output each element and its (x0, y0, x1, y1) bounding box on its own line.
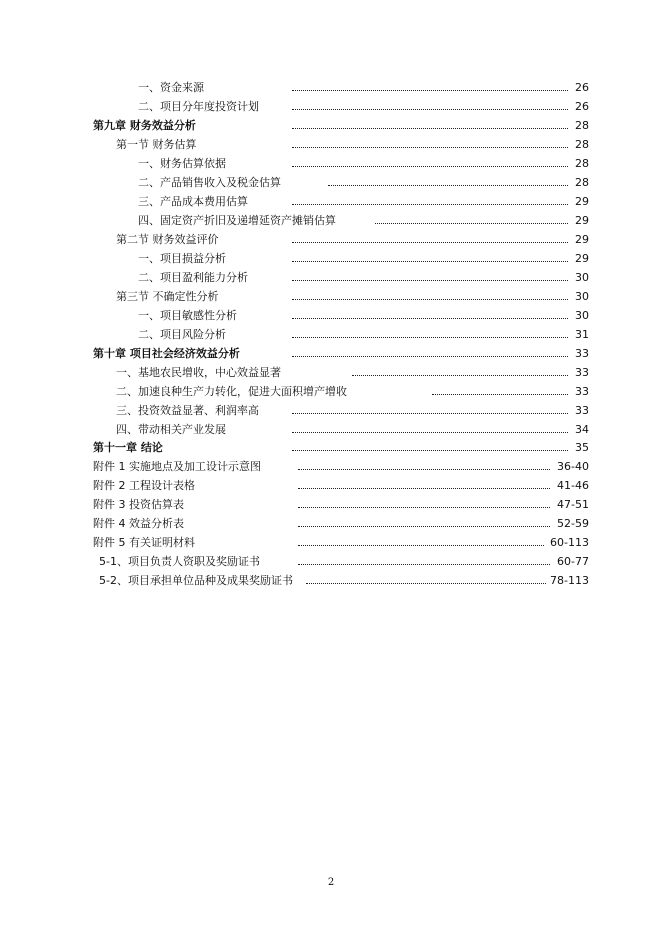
toc-entry (0, 135, 662, 154)
toc-entry-label: 附件 4 效益分析表 (93, 517, 184, 530)
toc-entry (0, 438, 662, 457)
toc-entry (0, 533, 662, 552)
toc-entry (0, 249, 662, 268)
toc-entry-page: 60-113 (550, 536, 589, 549)
dot-leader (298, 526, 550, 527)
toc-entry-label: 第一节 财务估算 (116, 138, 197, 151)
toc-entry-page: 60-77 (557, 555, 589, 568)
toc-entry-page: 33 (575, 347, 589, 360)
dot-leader (292, 413, 568, 414)
toc-entry-label: 一、基地农民增收，中心效益显著 (116, 366, 281, 379)
toc-entry-label: 四、固定资产折旧及递增延资产摊销估算 (138, 214, 336, 227)
toc-entry-page: 29 (575, 214, 589, 227)
toc-entry-page: 35 (575, 441, 589, 454)
dot-leader (292, 356, 568, 357)
toc-entry-label: 第三节 不确定性分析 (116, 290, 219, 303)
toc-entry-page: 26 (575, 100, 589, 113)
dot-leader (328, 185, 568, 186)
toc-entry-page: 29 (575, 252, 589, 265)
dot-leader (292, 128, 568, 129)
toc-entry-page: 33 (575, 366, 589, 379)
dot-leader (298, 564, 550, 565)
toc-entry-label: 第十章 项目社会经济效益分析 (93, 347, 240, 360)
dot-leader (292, 299, 568, 300)
toc-entry (0, 514, 662, 533)
toc-entry-page: 41-46 (557, 479, 589, 492)
toc-entry-page: 78-113 (550, 574, 589, 587)
toc-entry-page: 26 (575, 81, 589, 94)
toc-entry-label: 一、资金来源 (138, 81, 204, 94)
toc-entry-page: 30 (575, 271, 589, 284)
toc-entry (0, 116, 662, 135)
toc-entry-page: 33 (575, 404, 589, 417)
dot-leader (292, 432, 568, 433)
toc-entry (0, 344, 662, 363)
toc-entry-page: 33 (575, 385, 589, 398)
toc-entry-page: 31 (575, 328, 589, 341)
toc-entry-label: 四、带动相关产业发展 (116, 423, 226, 436)
toc-entry-page: 47-51 (557, 498, 589, 511)
toc-entry (0, 306, 662, 325)
toc-entry-label: 附件 3 投资估算表 (93, 498, 184, 511)
toc-entry-label: 第九章 财务效益分析 (93, 119, 196, 132)
toc-entry-label: 二、产品销售收入及税金估算 (138, 176, 281, 189)
dot-leader (292, 280, 568, 281)
dot-leader (375, 223, 568, 224)
toc-entry (0, 325, 662, 344)
dot-leader (352, 375, 568, 376)
toc-entry (0, 192, 662, 211)
dot-leader (292, 204, 568, 205)
toc-entry (0, 495, 662, 514)
dot-leader (306, 583, 546, 584)
toc-entry (0, 154, 662, 173)
dot-leader (298, 469, 550, 470)
dot-leader (292, 166, 568, 167)
toc-entry (0, 268, 662, 287)
toc-entry-label: 一、财务估算依据 (138, 157, 226, 170)
toc-entry-page: 30 (575, 309, 589, 322)
toc-entry (0, 420, 662, 439)
toc-entry (0, 230, 662, 249)
toc-entry-page: 36-40 (557, 460, 589, 473)
toc-entry-label: 二、加速良种生产力转化，促进大面积增产增收 (116, 385, 347, 398)
toc-entry-page: 29 (575, 233, 589, 246)
toc-entry (0, 97, 662, 116)
toc-entry-label: 附件 5 有关证明材料 (93, 536, 195, 549)
dot-leader (292, 242, 568, 243)
toc-entry-label: 5-2、项目承担单位品种及成果奖励证书 (99, 574, 293, 587)
dot-leader (292, 147, 568, 148)
toc-entry (0, 382, 662, 401)
toc-entry-label: 二、项目风险分析 (138, 328, 226, 341)
toc-entry-page: 34 (575, 423, 589, 436)
dot-leader (292, 109, 568, 110)
toc-entry-label: 附件 1 实施地点及加工设计示意图 (93, 460, 261, 473)
toc-entry (0, 476, 662, 495)
dot-leader (298, 507, 550, 508)
toc-entry-page: 28 (575, 138, 589, 151)
toc-entry (0, 287, 662, 306)
toc-entry (0, 401, 662, 420)
toc-entry-label: 三、投资效益显著、利润率高 (116, 404, 259, 417)
toc-entry-label: 一、项目损益分析 (138, 252, 226, 265)
toc-entry-label: 第二节 财务效益评价 (116, 233, 219, 246)
toc-entry-label: 一、项目敏感性分析 (138, 309, 237, 322)
toc-entry-page: 29 (575, 195, 589, 208)
toc-entry (0, 211, 662, 230)
dot-leader (432, 394, 568, 395)
toc-entry-page: 28 (575, 157, 589, 170)
toc-entry (0, 363, 662, 382)
dot-leader (292, 318, 568, 319)
toc-entry-page: 28 (575, 176, 589, 189)
toc-entry (0, 173, 662, 192)
dot-leader (298, 488, 550, 489)
dot-leader (292, 337, 568, 338)
dot-leader (292, 90, 568, 91)
toc-entry-label: 第十一章 结论 (93, 441, 163, 454)
toc-entry-page: 52-59 (557, 517, 589, 530)
toc-entry-label: 5-1、项目负责人资职及奖励证书 (99, 555, 260, 568)
dot-leader (298, 545, 544, 546)
toc-entry (0, 571, 662, 590)
toc-entry-page: 30 (575, 290, 589, 303)
toc-entry-label: 二、项目分年度投资计划 (138, 100, 259, 113)
toc-entry-page: 28 (575, 119, 589, 132)
toc-entry-label: 二、项目盈利能力分析 (138, 271, 248, 284)
toc-entry-label: 附件 2 工程设计表格 (93, 479, 195, 492)
toc-entry-label: 三、产品成本费用估算 (138, 195, 248, 208)
dot-leader (292, 261, 568, 262)
toc-entry (0, 552, 662, 571)
toc-entry (0, 78, 662, 97)
page-number: 2 (327, 877, 335, 888)
toc-entry (0, 457, 662, 476)
dot-leader (292, 450, 568, 451)
